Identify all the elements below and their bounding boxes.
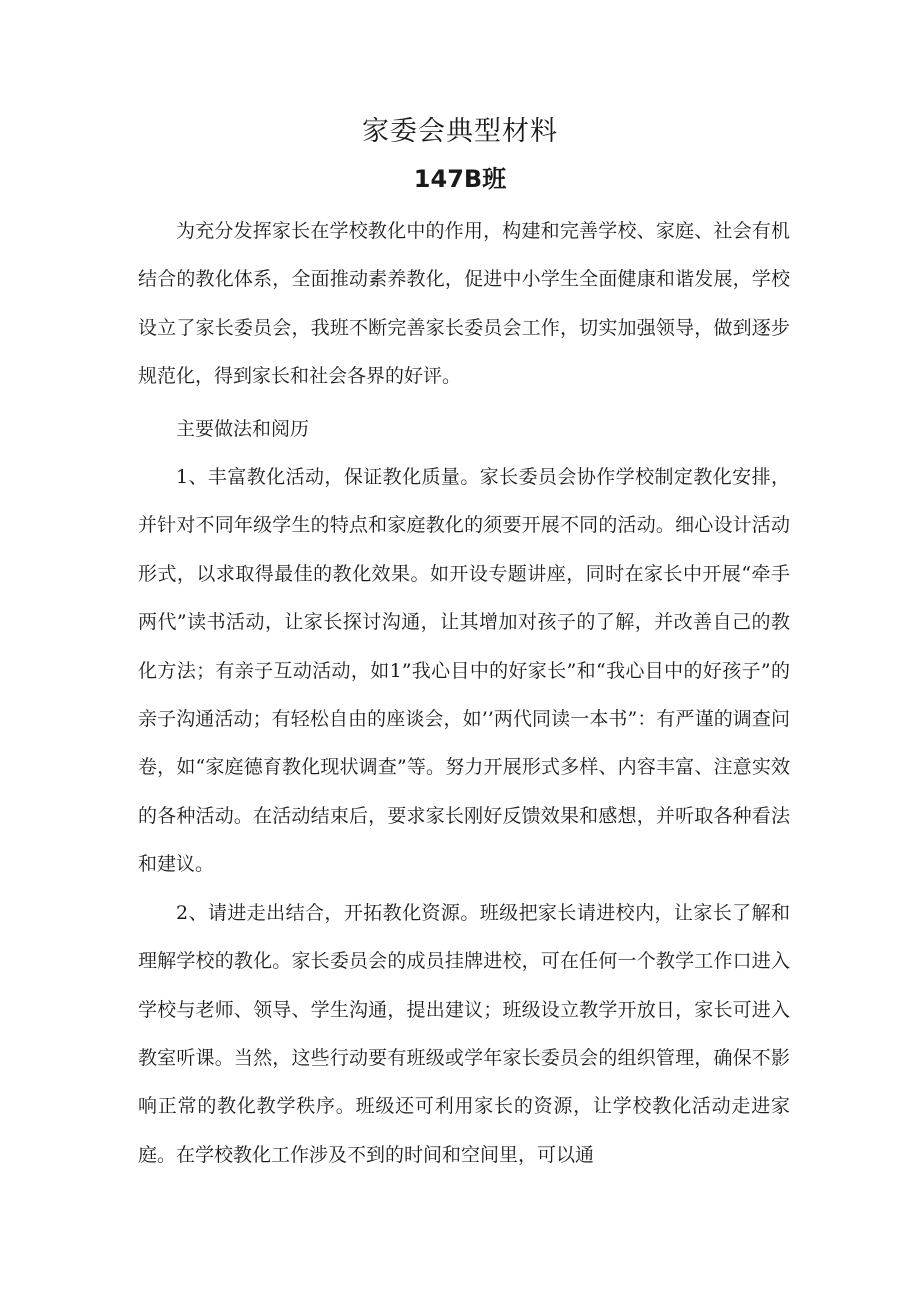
document-subtitle: 147B班 (413, 165, 507, 193)
section-2-paragraph: 2、请进走出结合，开拓教化资源。班级把家长请进校内，让家长了解和理解学校的教化。家长委员会的成员挂牌进校，可在任何一个教学工作口进入学校与老师、领导、学生沟通，提出建议；班级设立教学开放日，家长可进入教室听课。当然，这些行动要有班级或学年家长委员会的组织管理，确保不影响正常的教化教学秩序。班级还可利用家长的资源，让学校教化活动走进家庭。在学校教化工作涉及不到的时间和空间里，可以通 (138, 901, 790, 1166)
document-title: 家委会典型材料 (362, 116, 558, 147)
document-body (138, 207, 790, 1179)
intro-paragraph: 为充分发挥家长在学校教化中的作用，构建和完善学校、家庭、社会有机结合的教化体系，全面推动素养教化，促进中小学生全面健康和谐发展，学校设立了家长委员会，我班不断完善家长委员会工作，切实加强领导，做到逐步规范化，得到家长和社会各界的好评。 (138, 220, 790, 388)
section-heading: 主要做法和阅历 (176, 417, 310, 440)
section-1-paragraph: 1、丰富教化活动，保证教化质量。家长委员会协作学校制定教化安排，并针对不同年级学生的特点和家庭教化的须要开展不同的活动。细心设计活动形式，以求取得最佳的教化效果。如开设专题讲座，同时在家长中开展“牵手两代”读书活动，让家长探讨沟通，让其增加对孩子的了解，并改善自己的教化方法；有亲子互动活动，如1”我心目中的好家长”和“我心目中的好孩子”的亲子沟通活动；有轻松自由的座谈会，如’’两代同读一本书”：有严谨的调查问卷，如“家庭德育教化现状调查”等。努力开展形式多样、内容丰富、注意实效的各种活动。在活动结束后，要求家长刚好反馈效果和感想，并听取各种看法和建议。 (138, 466, 790, 876)
